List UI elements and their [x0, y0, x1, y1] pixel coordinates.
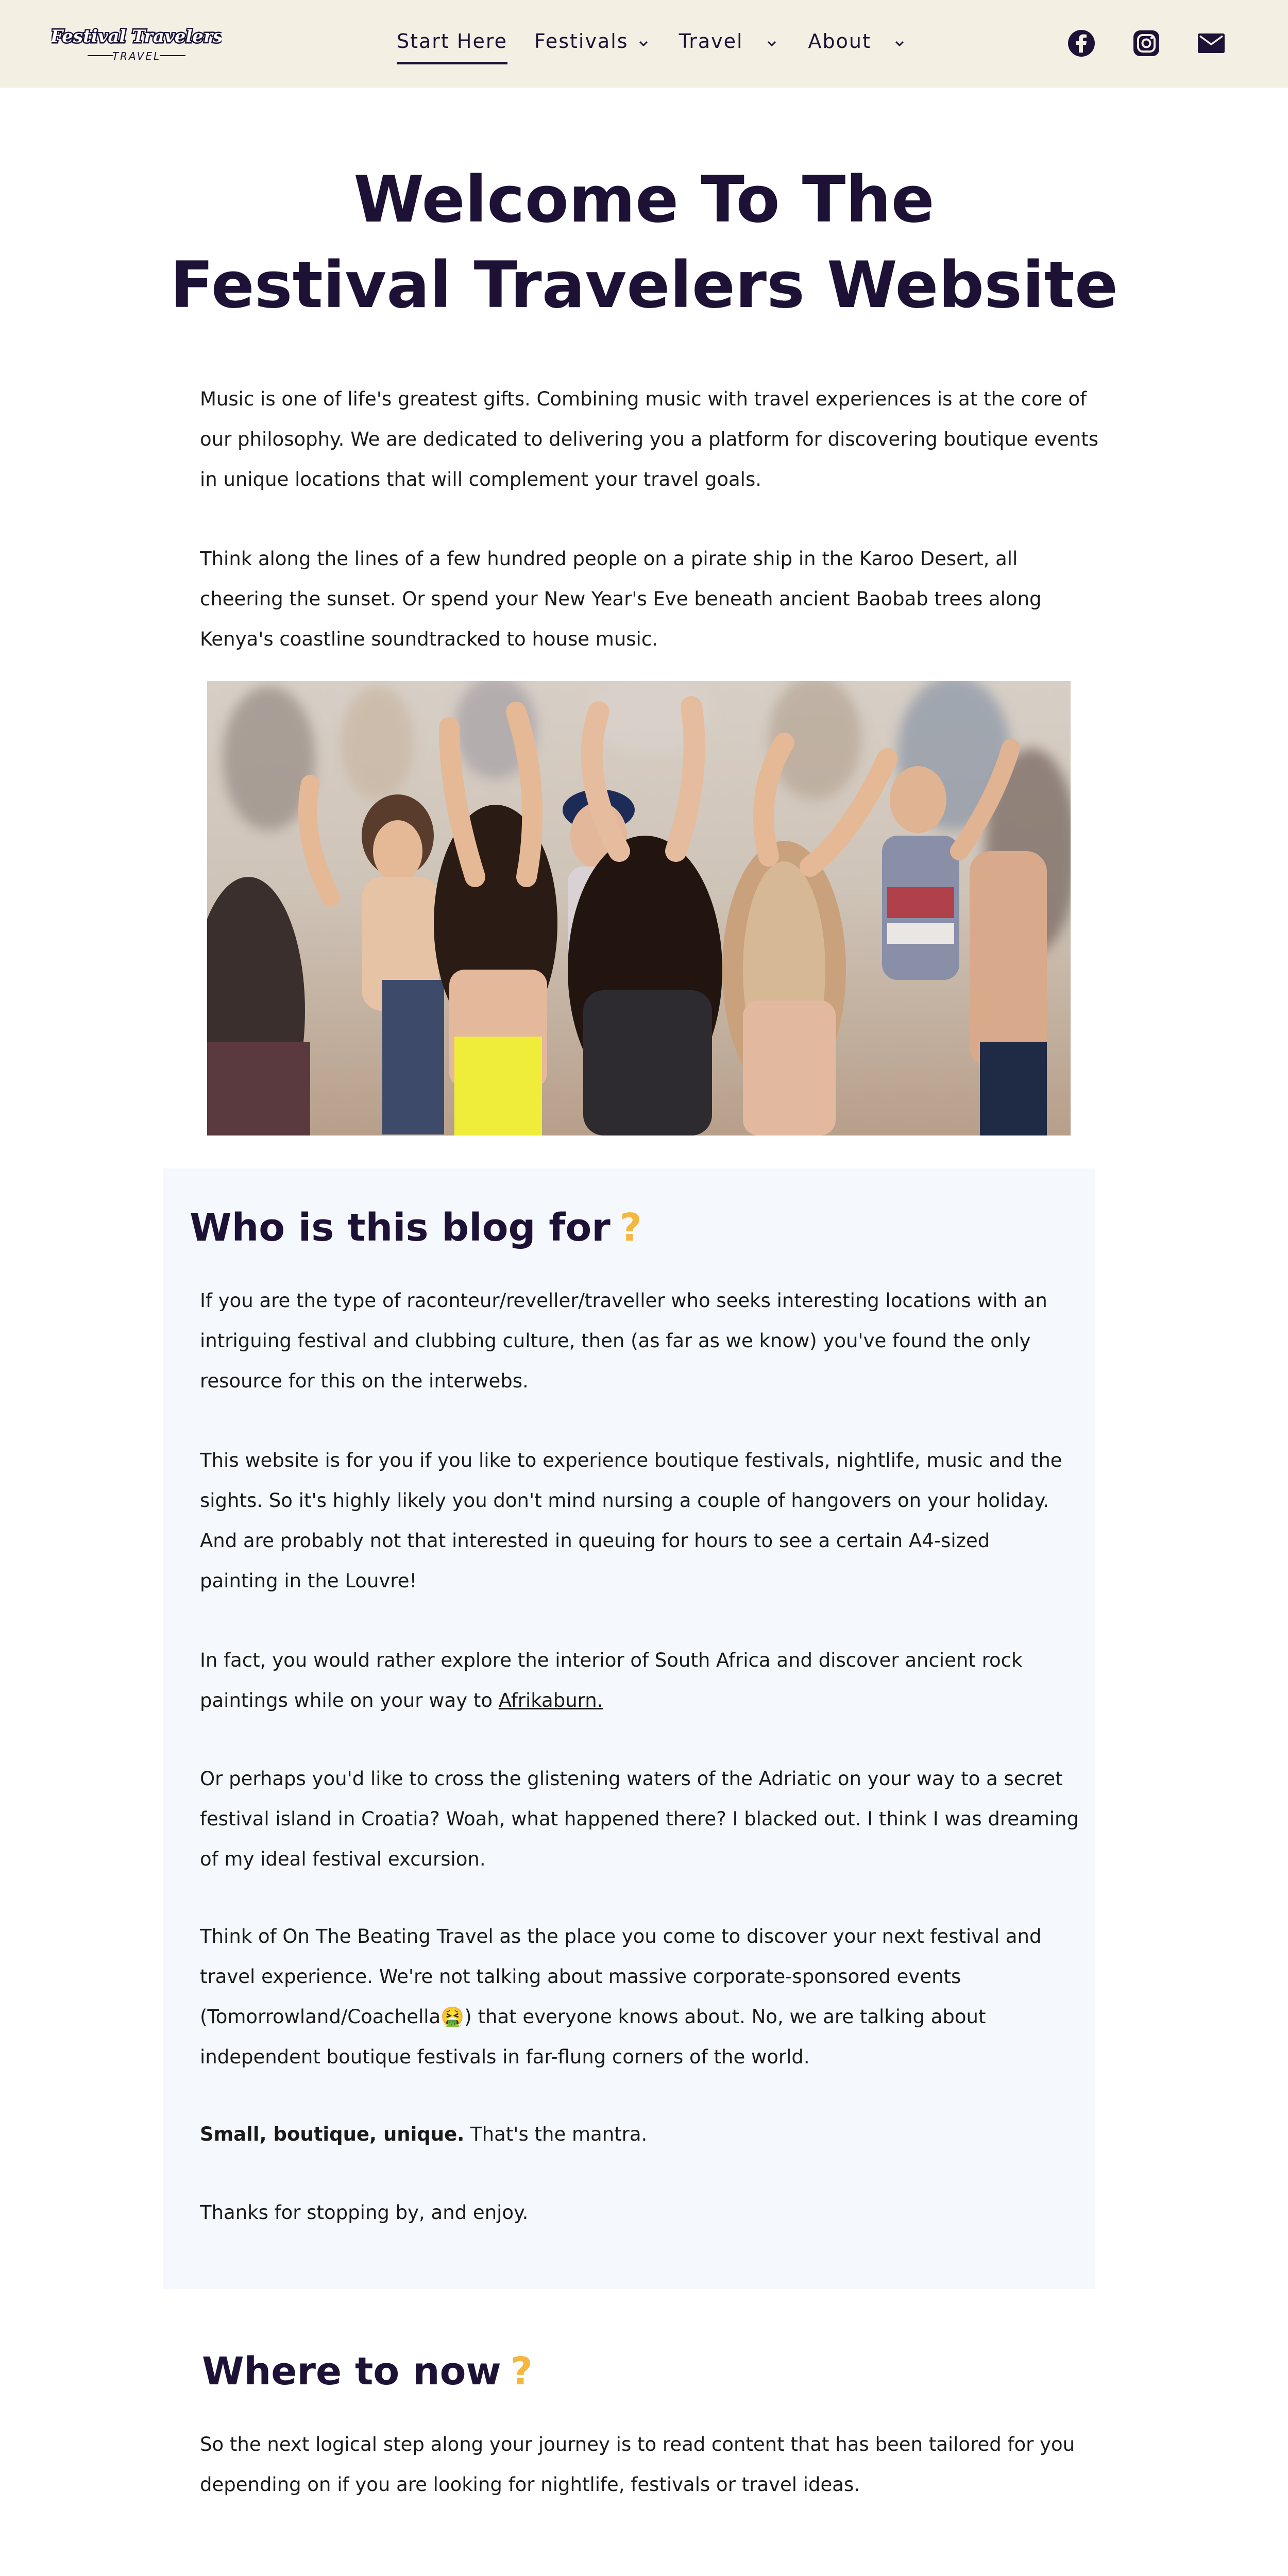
who-p2-line2: And are probably not that interested in queuing for hours to see a certain A4-sized: [200, 1530, 990, 1552]
chevron-down-icon: [764, 33, 779, 49]
who-paragraph-2: [200, 1440, 1086, 1601]
who-paragraph-7: Thanks for stopping by, and enjoy.: [200, 2201, 529, 2224]
mail-icon[interactable]: [1196, 28, 1226, 58]
question-mark-accent: ?: [510, 2349, 533, 2394]
festival-crowd-image: [207, 681, 1071, 1136]
chevron-down-icon: [636, 33, 651, 49]
who-heading-text: Who is this blog for: [190, 1206, 611, 1250]
header-social-icons: [1066, 28, 1226, 58]
nav-start-here[interactable]: [397, 30, 507, 64]
logo-graphic: [52, 19, 222, 68]
afrikaburn-link[interactable]: Afrikaburn.: [498, 1689, 603, 1711]
intro-paragraph-1: Music is one of life's greatest gifts. Combining music with travel experiences is at the core of our philosophy. We are dedicated to delivering you a platform for discovering boutique events in unique locations that will complement your travel goals.: [200, 388, 1098, 490]
page-title: [0, 157, 1288, 328]
who-paragraph-1: If you are the type of raconteur/reveller/traveller who seeks interesting locations with an intriguing festival and clubbing culture, then (as far as we know) you've found the only resource for this on the interwebs.: [200, 1290, 1047, 1392]
who-p2-line3: painting in the Louvre!: [200, 1570, 417, 1592]
who-paragraph-4: Or perhaps you'd like to cross the glistening waters of the Adriatic on your way to a secret festival island in Croatia? Woah, what happened there? I blacked out. I think I was dreaming of my ideal festival excursion.: [200, 1768, 1079, 1870]
mantra-bold: Small, boutique, unique.: [200, 2123, 465, 2145]
nav-label: Start Here: [397, 30, 508, 53]
page-title-line2: Festival Travelers Website: [170, 248, 1118, 323]
nav-label: Travel: [679, 30, 743, 53]
main-nav: [397, 30, 907, 64]
logo-line2: TRAVEL: [112, 50, 161, 62]
where-heading: [202, 2349, 533, 2394]
vomit-emoji-icon: 🤮: [440, 2006, 465, 2028]
instagram-icon[interactable]: [1131, 28, 1161, 58]
page-title-line1: Welcome To The: [353, 163, 935, 237]
site-header: [0, 0, 1288, 88]
logo-line1: Festival Travelers: [52, 26, 222, 47]
facebook-icon[interactable]: [1066, 28, 1096, 58]
intro-paragraph-2: Think along the lines of a few hundred people on a pirate ship in the Karoo Desert, all cheering the sunset. Or spend your New Year's Eve beneath ancient Baobab trees along Kenya's coastline soundtracked to house music.: [200, 548, 1042, 650]
who-p3-text: In fact, you would rather explore the interior of South Africa and discover ancient rock paintings while on your way to: [200, 1649, 1023, 1711]
nav-label: Festivals: [534, 30, 629, 53]
site-logo[interactable]: [52, 19, 222, 68]
who-paragraph-6: [200, 2114, 1086, 2155]
who-paragraph-3: [200, 1640, 1086, 1721]
who-p5-part-b: ) that everyone knows about. No, we are talking about independent boutique festivals in far-flung corners of the world.: [200, 2006, 986, 2068]
nav-label: About: [808, 30, 871, 53]
nav-about[interactable]: [808, 30, 907, 64]
mantra-rest: That's the mantra.: [464, 2123, 648, 2145]
where-paragraph: So the next logical step along your journey is to read content that has been tailored for you depending on if you are looking for nightlife, festivals or travel ideas.: [200, 2433, 1075, 2496]
question-mark-accent: ?: [619, 1206, 642, 1250]
who-paragraph-5: [200, 1917, 1086, 2077]
where-heading-text: Where to now: [202, 2349, 501, 2394]
who-p5-part-a: Think of On The Beating Travel as the place you come to discover your next festival and travel experience. We're not talking about massive corporate-sponsored events (Tomorrowland/Coachella: [200, 1925, 1042, 2028]
who-p2-line1: This website is for you if you like to experience boutique festivals, nightlife, music and the sights. So it's highly likely you don't mind nursing a couple of hangovers on your holiday.: [200, 1449, 1062, 1512]
nav-travel[interactable]: [679, 30, 779, 64]
nav-festivals[interactable]: [534, 30, 651, 64]
chevron-down-icon: [892, 33, 907, 49]
who-heading: [190, 1206, 642, 1250]
